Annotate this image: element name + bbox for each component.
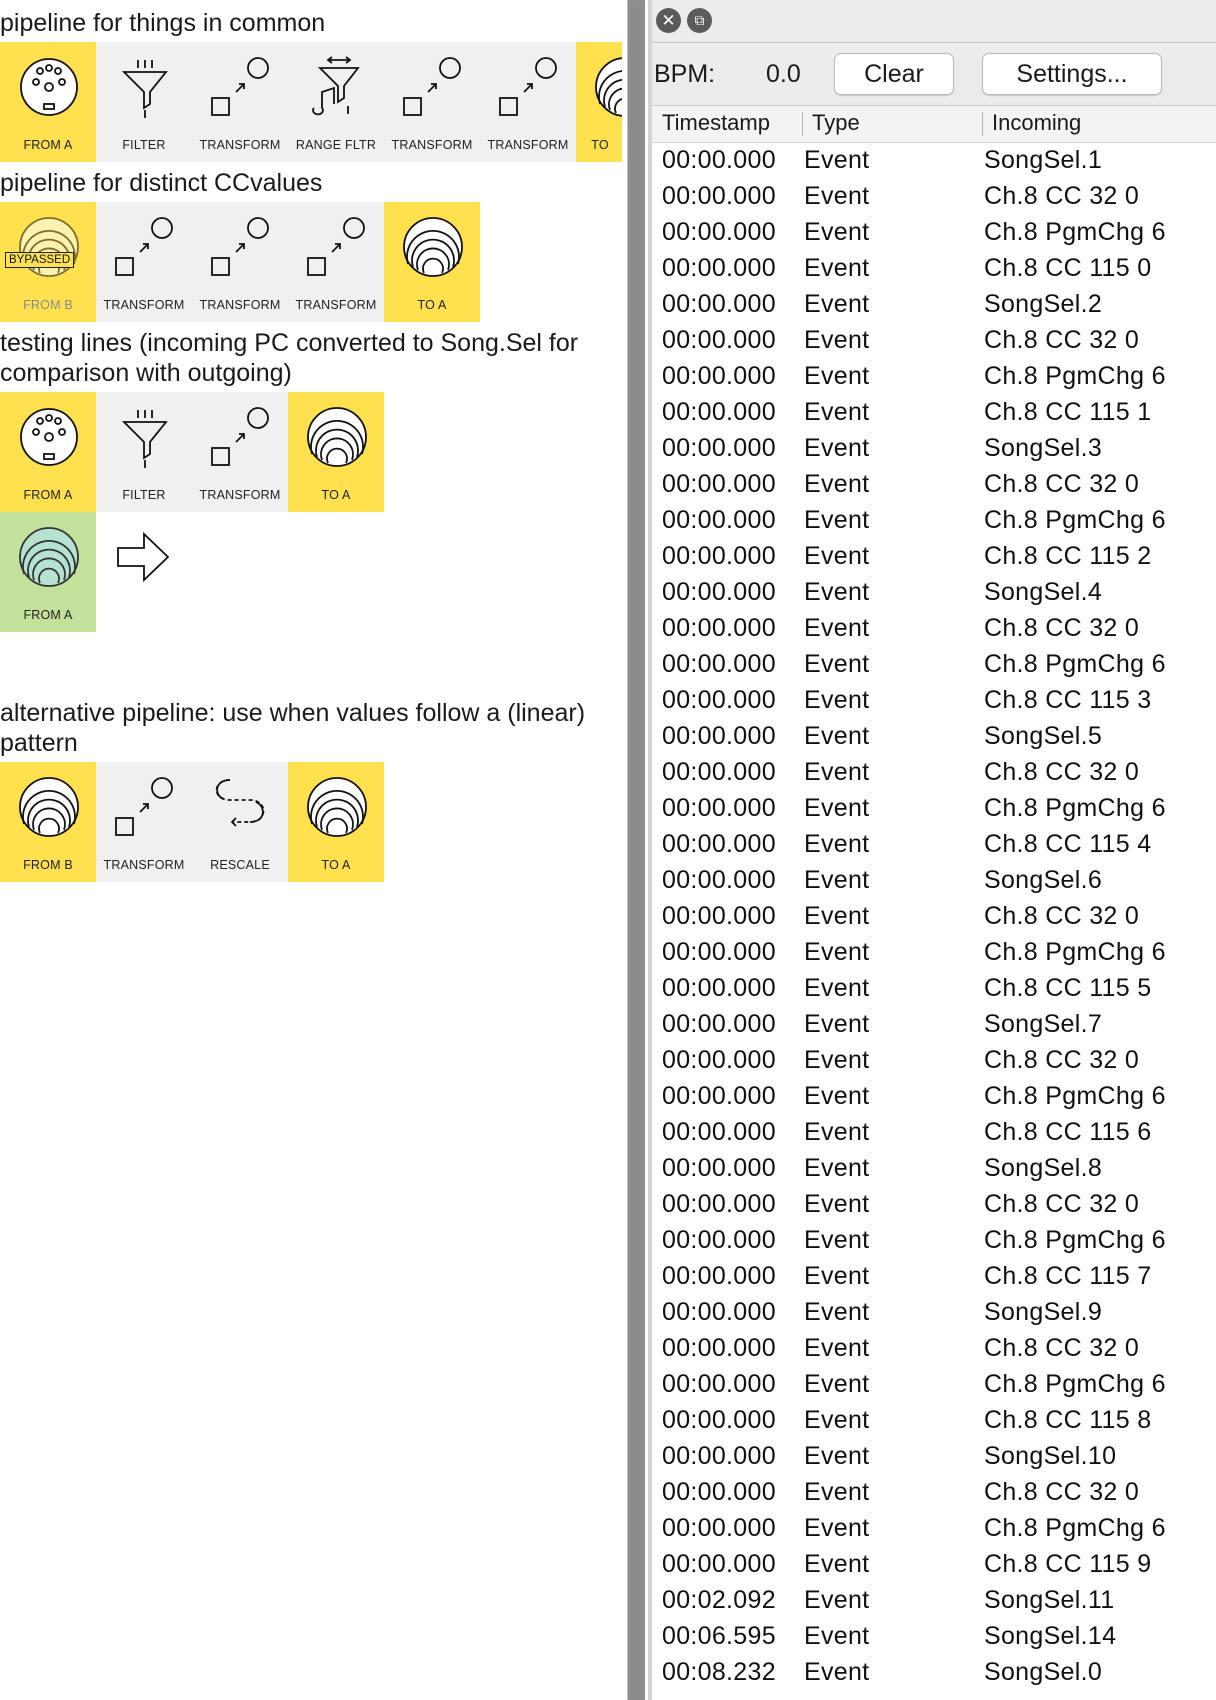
table-row[interactable]	[652, 792, 1216, 828]
type-cell: Event	[804, 218, 870, 246]
pipeline-module-to[interactable]	[576, 42, 622, 162]
table-row[interactable]	[652, 900, 1216, 936]
type-cell: Event	[804, 290, 870, 318]
timestamp-cell: 00:00.000	[662, 1406, 776, 1434]
incoming-cell: Ch.8 PgmChg 6	[984, 1370, 1166, 1398]
module-label: TRANSFORM	[103, 858, 185, 872]
module-label: FROM A	[23, 608, 73, 622]
table-row[interactable]	[652, 612, 1216, 648]
type-cell: Event	[804, 1082, 870, 1110]
pipeline-module-transform[interactable]	[192, 202, 288, 322]
timestamp-cell: 00:00.000	[662, 254, 776, 282]
timestamp-cell: 00:00.000	[662, 938, 776, 966]
timestamp-cell: 00:00.000	[662, 1118, 776, 1146]
table-row[interactable]	[652, 1008, 1216, 1044]
table-row[interactable]	[652, 360, 1216, 396]
pipeline-module-from-b[interactable]	[0, 762, 96, 882]
incoming-cell: SongSel.8	[984, 1154, 1103, 1182]
pipeline-row	[0, 202, 480, 322]
incoming-cell: Ch.8 CC 115 9	[984, 1550, 1152, 1578]
table-row[interactable]	[652, 1260, 1216, 1296]
timestamp-cell: 00:00.000	[662, 578, 776, 606]
table-row[interactable]	[652, 216, 1216, 252]
pipeline-module-from-a[interactable]	[0, 42, 96, 162]
incoming-cell: Ch.8 CC 115 7	[984, 1262, 1152, 1290]
type-cell: Event	[804, 866, 870, 894]
table-row[interactable]	[652, 684, 1216, 720]
type-cell: Event	[804, 902, 870, 930]
table-header	[652, 106, 1216, 143]
incoming-cell: SongSel.3	[984, 434, 1103, 462]
table-row[interactable]	[652, 1188, 1216, 1224]
table-row[interactable]	[652, 1296, 1216, 1332]
clear-button[interactable]: Clear	[834, 53, 954, 95]
table-row[interactable]	[652, 864, 1216, 900]
incoming-cell: Ch.8 CC 32 0	[984, 326, 1140, 354]
module-label: FROM A	[23, 138, 73, 152]
table-row[interactable]	[652, 1584, 1216, 1620]
timestamp-cell: 00:00.000	[662, 1478, 776, 1506]
pipeline-module-from-a[interactable]	[0, 512, 96, 632]
pipeline-module-arrow[interactable]	[96, 512, 192, 632]
timestamp-cell: 00:00.000	[662, 1550, 776, 1578]
bpm-value: 0.0	[766, 60, 801, 88]
pipeline-row	[0, 392, 384, 512]
type-cell: Event	[804, 650, 870, 678]
panel-titlebar	[652, 0, 1216, 43]
type-cell: Event	[804, 542, 870, 570]
module-label: FILTER	[122, 138, 166, 152]
type-cell: Event	[804, 470, 870, 498]
timestamp-cell: 00:00.000	[662, 1370, 776, 1398]
column-header-incoming[interactable]: Incoming	[992, 110, 1082, 135]
pipeline-module-rescale[interactable]	[192, 762, 288, 882]
type-cell: Event	[804, 326, 870, 354]
pipeline-module-range-fltr[interactable]	[288, 42, 384, 162]
pipeline-title: alternative pipeline: use when values follow a (linear)	[0, 699, 586, 727]
pipeline-module-transform[interactable]	[288, 202, 384, 322]
module-label: FROM B	[23, 298, 73, 312]
pipeline-module-transform[interactable]	[96, 762, 192, 882]
type-cell: Event	[804, 578, 870, 606]
pipeline-module-filter[interactable]	[96, 392, 192, 512]
pipeline-title: testing lines (incoming PC converted to Song.Sel for	[0, 329, 579, 357]
detach-icon[interactable]: ⧉	[687, 8, 712, 33]
type-cell: Event	[804, 434, 870, 462]
incoming-cell: Ch.8 CC 32 0	[984, 470, 1140, 498]
table-row[interactable]	[652, 936, 1216, 972]
table-row[interactable]	[652, 756, 1216, 792]
incoming-cell: SongSel.2	[984, 290, 1103, 318]
type-cell: Event	[804, 1370, 870, 1398]
incoming-cell: SongSel.9	[984, 1298, 1103, 1326]
incoming-cell: SongSel.10	[984, 1442, 1117, 1470]
table-row[interactable]	[652, 576, 1216, 612]
type-cell: Event	[804, 1010, 870, 1038]
incoming-cell: Ch.8 CC 32 0	[984, 902, 1140, 930]
timestamp-cell: 00:00.000	[662, 182, 776, 210]
type-cell: Event	[804, 758, 870, 786]
pipeline-title-continued: comparison with outgoing)	[0, 359, 292, 387]
monitor-toolbar	[652, 43, 1216, 106]
module-label: RESCALE	[210, 858, 270, 872]
module-label: FROM A	[23, 488, 73, 502]
pipeline-module-from-b[interactable]	[0, 202, 96, 322]
timestamp-cell: 00:06.595	[662, 1622, 776, 1650]
table-row[interactable]	[652, 1512, 1216, 1548]
type-cell: Event	[804, 398, 870, 426]
incoming-cell: SongSel.5	[984, 722, 1103, 750]
table-row[interactable]	[652, 1080, 1216, 1116]
incoming-cell: Ch.8 PgmChg 6	[984, 1514, 1166, 1542]
table-row[interactable]	[652, 1620, 1216, 1656]
type-cell: Event	[804, 182, 870, 210]
timestamp-cell: 00:00.000	[662, 218, 776, 246]
timestamp-cell: 00:00.000	[662, 146, 776, 174]
incoming-cell: Ch.8 CC 115 1	[984, 398, 1152, 426]
timestamp-cell: 00:00.000	[662, 722, 776, 750]
incoming-cell: Ch.8 CC 32 0	[984, 1334, 1140, 1362]
pipeline-module-filter[interactable]	[96, 42, 192, 162]
table-row[interactable]	[652, 1548, 1216, 1584]
type-cell: Event	[804, 1262, 870, 1290]
pipeline-title-continued: pattern	[0, 729, 78, 757]
incoming-cell: Ch.8 CC 115 3	[984, 686, 1152, 714]
timestamp-cell: 00:00.000	[662, 1262, 776, 1290]
table-row[interactable]	[652, 180, 1216, 216]
type-cell: Event	[804, 1514, 870, 1542]
pipeline-row	[0, 42, 622, 162]
incoming-cell: Ch.8 CC 115 5	[984, 974, 1152, 1002]
type-cell: Event	[804, 794, 870, 822]
table-row[interactable]	[652, 648, 1216, 684]
module-label: RANGE FLTR	[295, 138, 377, 152]
timestamp-cell: 00:00.000	[662, 1334, 776, 1362]
timestamp-cell: 00:00.000	[662, 1442, 776, 1470]
incoming-cell: SongSel.14	[984, 1622, 1117, 1650]
timestamp-cell: 00:00.000	[662, 1046, 776, 1074]
module-label: TRANSFORM	[103, 298, 185, 312]
incoming-cell: SongSel.11	[984, 1586, 1115, 1614]
event-list	[652, 144, 1216, 1692]
pipeline-module-to-a[interactable]	[288, 392, 384, 512]
type-cell: Event	[804, 1478, 870, 1506]
table-row[interactable]	[652, 1656, 1216, 1692]
incoming-cell: Ch.8 PgmChg 6	[984, 794, 1166, 822]
timestamp-cell: 00:00.000	[662, 1082, 776, 1110]
table-row[interactable]	[652, 1440, 1216, 1476]
incoming-cell: Ch.8 CC 32 0	[984, 614, 1140, 642]
table-row[interactable]	[652, 432, 1216, 468]
midi-monitor-panel	[652, 0, 1216, 1700]
incoming-cell: Ch.8 CC 32 0	[984, 182, 1140, 210]
timestamp-cell: 00:00.000	[662, 1514, 776, 1542]
table-row[interactable]	[652, 288, 1216, 324]
table-row[interactable]	[652, 720, 1216, 756]
table-row[interactable]	[652, 1476, 1216, 1512]
type-cell: Event	[804, 722, 870, 750]
type-cell: Event	[804, 1118, 870, 1146]
timestamp-cell: 00:02.092	[662, 1586, 776, 1614]
type-cell: Event	[804, 362, 870, 390]
incoming-cell: Ch.8 PgmChg 6	[984, 506, 1166, 534]
timestamp-cell: 00:00.000	[662, 398, 776, 426]
type-cell: Event	[804, 1154, 870, 1182]
timestamp-cell: 00:00.000	[662, 758, 776, 786]
timestamp-cell: 00:00.000	[662, 470, 776, 498]
module-label: FROM B	[23, 858, 73, 872]
bpm-label: BPM:	[654, 60, 716, 88]
timestamp-cell: 00:00.000	[662, 542, 776, 570]
table-row[interactable]	[652, 1152, 1216, 1188]
timestamp-cell: 00:00.000	[662, 830, 776, 858]
type-cell: Event	[804, 830, 870, 858]
table-row[interactable]	[652, 144, 1216, 180]
module-label: FILTER	[122, 488, 166, 502]
table-row[interactable]	[652, 1044, 1216, 1080]
timestamp-cell: 00:00.000	[662, 362, 776, 390]
table-row[interactable]	[652, 252, 1216, 288]
type-cell: Event	[804, 1298, 870, 1326]
incoming-cell: Ch.8 CC 115 6	[984, 1118, 1152, 1146]
type-cell: Event	[804, 1622, 870, 1650]
table-row[interactable]	[652, 504, 1216, 540]
pipeline-module-transform[interactable]	[192, 42, 288, 162]
timestamp-cell: 00:00.000	[662, 290, 776, 318]
incoming-cell: SongSel.0	[984, 1658, 1103, 1686]
incoming-cell: Ch.8 PgmChg 6	[984, 938, 1166, 966]
table-row[interactable]	[652, 1116, 1216, 1152]
timestamp-cell: 00:00.000	[662, 686, 776, 714]
module-label: TRANSFORM	[487, 138, 569, 152]
module-label: TRANSFORM	[295, 298, 377, 312]
bypassed-badge: BYPASSED	[5, 252, 74, 268]
type-cell: Event	[804, 1586, 870, 1614]
type-cell: Event	[804, 974, 870, 1002]
timestamp-cell: 00:00.000	[662, 1010, 776, 1038]
pipeline-module-to-a[interactable]	[288, 762, 384, 882]
pipeline-module-transform[interactable]	[192, 392, 288, 512]
table-row[interactable]	[652, 468, 1216, 504]
table-row[interactable]	[652, 324, 1216, 360]
column-divider[interactable]	[982, 112, 983, 136]
timestamp-cell: 00:00.000	[662, 434, 776, 462]
incoming-cell: Ch.8 CC 32 0	[984, 1190, 1140, 1218]
table-row[interactable]	[652, 540, 1216, 576]
incoming-cell: Ch.8 CC 32 0	[984, 758, 1140, 786]
module-label: TRANSFORM	[199, 298, 281, 312]
incoming-cell: Ch.8 CC 115 0	[984, 254, 1152, 282]
timestamp-cell: 00:00.000	[662, 506, 776, 534]
module-label: TO A	[321, 858, 351, 872]
module-label: TO	[591, 138, 609, 152]
column-header-type[interactable]: Type	[812, 110, 860, 135]
pipeline-row	[0, 762, 384, 882]
incoming-cell: Ch.8 CC 115 2	[984, 542, 1152, 570]
type-cell: Event	[804, 1190, 870, 1218]
table-row[interactable]	[652, 972, 1216, 1008]
table-row[interactable]	[652, 1368, 1216, 1404]
pipeline-module-transform[interactable]	[384, 42, 480, 162]
timestamp-cell: 00:00.000	[662, 614, 776, 642]
type-cell: Event	[804, 1226, 870, 1254]
incoming-cell: SongSel.7	[984, 1010, 1103, 1038]
table-row[interactable]	[652, 396, 1216, 432]
type-cell: Event	[804, 1334, 870, 1362]
type-cell: Event	[804, 938, 870, 966]
timestamp-cell: 00:00.000	[662, 1190, 776, 1218]
timestamp-cell: 00:00.000	[662, 326, 776, 354]
incoming-cell: Ch.8 PgmChg 6	[984, 218, 1166, 246]
pipeline-row	[0, 512, 192, 632]
pipeline-title: pipeline for distinct CCvalues	[0, 169, 323, 197]
timestamp-cell: 00:00.000	[662, 1226, 776, 1254]
incoming-cell: SongSel.6	[984, 866, 1103, 894]
incoming-cell: Ch.8 PgmChg 6	[984, 650, 1166, 678]
table-row[interactable]	[652, 1332, 1216, 1368]
timestamp-cell: 00:00.000	[662, 794, 776, 822]
module-label: TRANSFORM	[391, 138, 473, 152]
timestamp-cell: 00:00.000	[662, 866, 776, 894]
incoming-cell: Ch.8 PgmChg 6	[984, 1082, 1166, 1110]
type-cell: Event	[804, 1658, 870, 1686]
pipeline-module-transform[interactable]	[480, 42, 576, 162]
pipeline-module-to-a[interactable]	[384, 202, 480, 322]
table-row[interactable]	[652, 1224, 1216, 1260]
settings-button[interactable]: Settings...	[982, 53, 1162, 95]
column-header-timestamp[interactable]: Timestamp	[662, 110, 770, 135]
timestamp-cell: 00:00.000	[662, 1154, 776, 1182]
incoming-cell: Ch.8 CC 32 0	[984, 1046, 1140, 1074]
incoming-cell: SongSel.4	[984, 578, 1103, 606]
column-divider[interactable]	[802, 112, 803, 136]
timestamp-cell: 00:00.000	[662, 1298, 776, 1326]
scrollbar-thumb[interactable]	[630, 8, 641, 1700]
timestamp-cell: 00:00.000	[662, 650, 776, 678]
type-cell: Event	[804, 614, 870, 642]
incoming-cell: Ch.8 PgmChg 6	[984, 362, 1166, 390]
incoming-cell: Ch.8 CC 32 0	[984, 1478, 1140, 1506]
type-cell: Event	[804, 1046, 870, 1074]
timestamp-cell: 00:00.000	[662, 902, 776, 930]
table-row[interactable]	[652, 828, 1216, 864]
type-cell: Event	[804, 506, 870, 534]
pipeline-module-from-a[interactable]	[0, 392, 96, 512]
type-cell: Event	[804, 146, 870, 174]
table-row[interactable]	[652, 1404, 1216, 1440]
module-label: TRANSFORM	[199, 488, 281, 502]
type-cell: Event	[804, 254, 870, 282]
type-cell: Event	[804, 1550, 870, 1578]
pipeline-title: pipeline for things in common	[0, 9, 326, 37]
module-label: TO A	[321, 488, 351, 502]
pipeline-module-transform[interactable]	[96, 202, 192, 322]
incoming-cell: Ch.8 PgmChg 6	[984, 1226, 1166, 1254]
module-label: TO A	[417, 298, 447, 312]
incoming-cell: SongSel.1	[984, 146, 1103, 174]
close-icon[interactable]: ✕	[656, 8, 681, 33]
incoming-cell: Ch.8 CC 115 4	[984, 830, 1152, 858]
timestamp-cell: 00:00.000	[662, 974, 776, 1002]
module-label: TRANSFORM	[199, 138, 281, 152]
type-cell: Event	[804, 686, 870, 714]
type-cell: Event	[804, 1442, 870, 1470]
type-cell: Event	[804, 1406, 870, 1434]
timestamp-cell: 00:08.232	[662, 1658, 776, 1686]
incoming-cell: Ch.8 CC 115 8	[984, 1406, 1152, 1434]
